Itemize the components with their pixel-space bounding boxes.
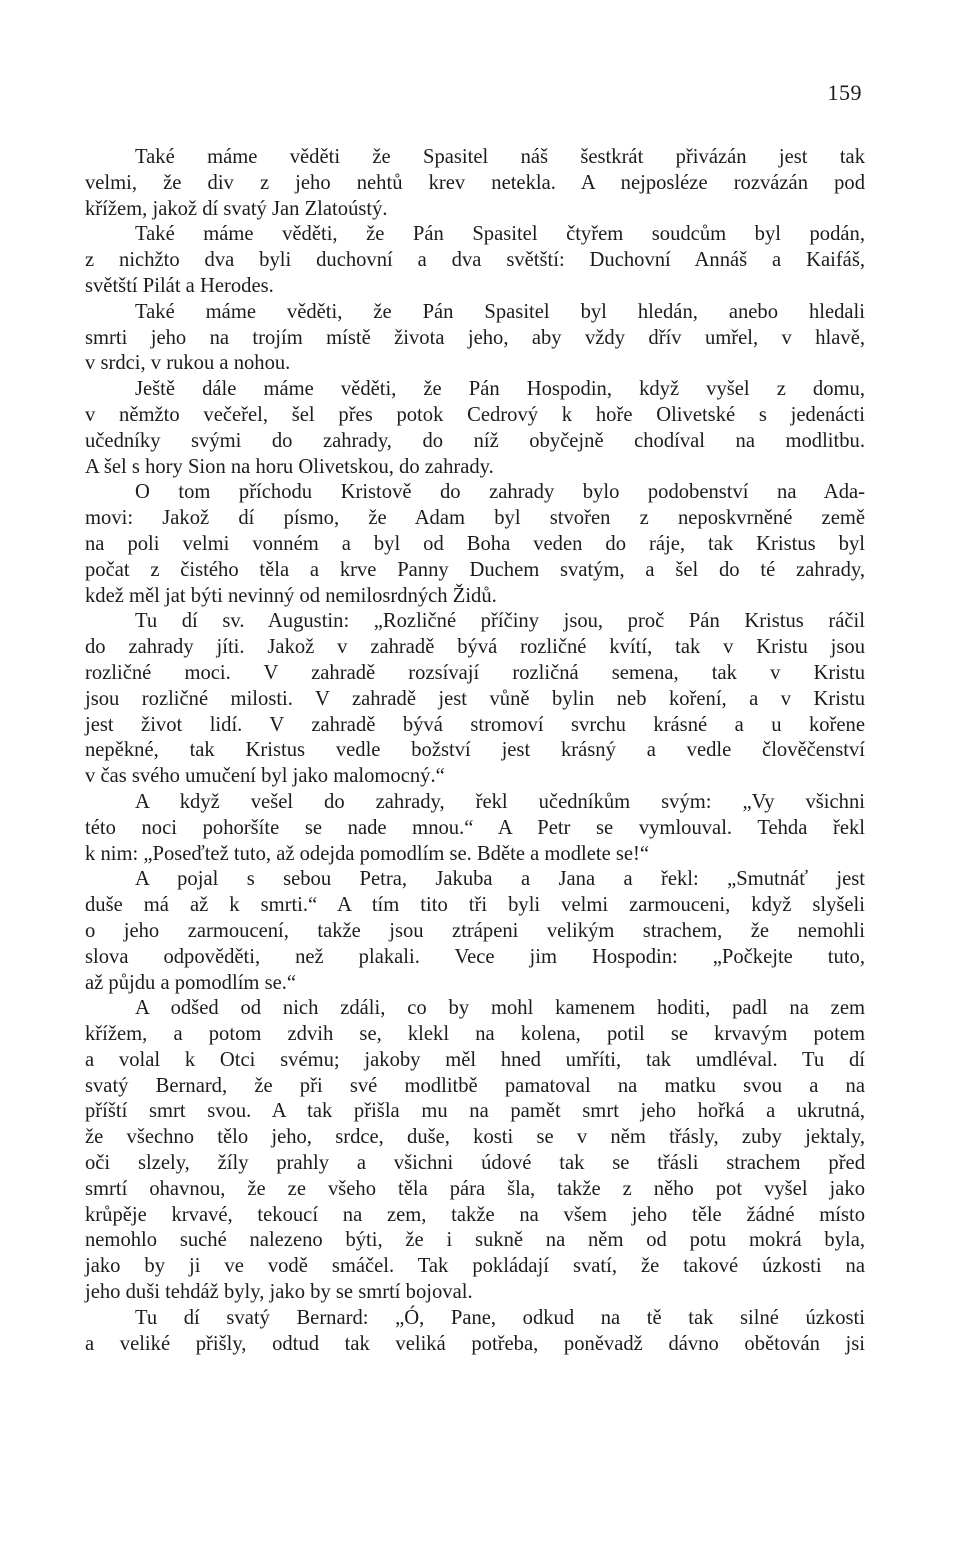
- text-line: Také máme věděti, že Pán Spasitel čtyřem soudcům byl podán,: [135, 223, 865, 246]
- text-line: této noci pohoršíte se nade mnou.“ A Petr se vymlouval. Tehda řekl: [85, 816, 865, 839]
- text-line: O tom příchodu Kristově do zahrady bylo podobenství na Ada-: [135, 481, 865, 504]
- text-line: svatý Bernard, že při své modlitbě pamatoval na matku svou a na: [85, 1074, 865, 1097]
- text-line: kdež měl jat býti nevinný od nemilosrdných Židů.: [85, 584, 497, 607]
- text-line: křížem, jakož dí svatý Jan Zlatoústý.: [85, 197, 388, 220]
- text-line: jeho duši tehdáž byly, jako by se smrtí bojoval.: [85, 1281, 473, 1304]
- text-line: na poli velmi vonném a byl od Boha veden do ráje, tak Kristus byl: [85, 532, 865, 555]
- text-line: počat z čistého těla a krve Panny Duchem svatým, a šel do té zahrady,: [85, 558, 865, 581]
- text-line: nemohlo suché nalezeno býti, že i sukně na něm od potu mokrá byla,: [85, 1229, 865, 1252]
- text-line: krůpěje krvavé, tekoucí na zem, takže na všem jeho těle žádné místo: [85, 1203, 865, 1226]
- text-line: učedníky svými do zahrady, do níž obyčejně chodíval na modlitbu.: [85, 429, 865, 452]
- text-line: nepěkné, tak Kristus vedle božství jest krásný a vedle člověčenství: [85, 739, 865, 762]
- text-line: křížem, a potom zdvih se, klekl na kolena, potil se krvavým potem: [85, 1023, 865, 1046]
- text-line: do zahrady jíti. Jakož v zahradě bývá rozličné kvítí, tak v Kristu jsou: [85, 636, 865, 659]
- text-line: z nichžto dva byli duchovní a dva světští: Duchovní Annáš a Kaifáš,: [85, 249, 865, 272]
- text-line: velmi, že div z jeho nehtů krev netekla. A nejposléze rozvázán pod: [85, 171, 865, 194]
- text-line: v čas svého umučení byl jako malomocný.“: [85, 765, 445, 788]
- text-line: Tu dí sv. Augustin: „Rozličné příčiny jsou, proč Pán Kristus ráčil: [135, 610, 865, 633]
- body-text: [85, 145, 865, 1357]
- text-line: a veliké přišly, odtud tak veliká potřeba, poněvadž dávno obětován jsi: [85, 1332, 865, 1355]
- text-line: Také máme věděti, že Pán Spasitel byl hledán, anebo hledali: [135, 300, 865, 323]
- text-line: jest život lidí. V zahradě bývá stromoví svrchu krásné a u kořene: [85, 713, 865, 736]
- text-line: movi: Jakož dí písmo, že Adam byl stvořen z neposkvrněné země: [85, 507, 865, 530]
- text-line: A šel s hory Sion na horu Olivetskou, do zahrady.: [85, 455, 494, 478]
- text-line: k nim: „Poseďtež tuto, až odejda pomodlím se. Bděte a modlete se!“: [85, 842, 650, 865]
- text-line: v němžto večeřel, šel přes potok Cedrový k hoře Olivetské s jedenácti: [85, 403, 865, 426]
- text-line: rozličné moci. V zahradě rozsívají rozličná semena, tak v Kristu: [85, 661, 865, 684]
- text-line: jsou rozličné milosti. V zahradě jest vůně bylin neb koření, a v Kristu: [85, 687, 865, 710]
- text-line: Tu dí svatý Bernard: „Ó, Pane, odkud na tě tak silné úzkosti: [135, 1306, 865, 1329]
- text-line: až půjdu a pomodlím se.“: [85, 971, 297, 994]
- text-line: jako by ji ve vodě smáčel. Tak pokládají svatí, že takové úzkosti na: [85, 1255, 865, 1278]
- text-line: A odšed od nich zdáli, co by mohl kamenem hoditi, padl na zem: [135, 997, 865, 1020]
- text-line: smrti jeho na trojím místě života jeho, aby vždy dřív umřel, v hlavě,: [85, 326, 865, 349]
- text-line: smrtí ohavnou, že ze všeho těla pára šla, takže z něho pot vyšel jako: [85, 1177, 865, 1200]
- text-line: duše má až k smrti.“ A tím tito tři byli velmi zarmouceni, když slyšeli: [85, 894, 865, 917]
- text-line: příští smrt svou. A tak přišla mu na pamět smrt jeho hořká a ukrutná,: [85, 1100, 865, 1123]
- page-number: 159: [827, 80, 862, 105]
- text-line: Také máme věděti že Spasitel náš šestkrát přivázán jest tak: [135, 146, 865, 168]
- text-line: světští Pilát a Herodes.: [85, 274, 274, 297]
- text-line: slova odpověděti, než plakali. Vece jim Hospodin: „Počkejte tuto,: [85, 945, 865, 968]
- text-line: a volal k Otci svému; jakoby měl hned umříti, tak umdléval. Tu dí: [85, 1048, 865, 1071]
- text-line: Ještě dále máme věděti, že Pán Hospodin, když vyšel z domu,: [135, 378, 865, 401]
- text-line: A pojal s sebou Petra, Jakuba a Jana a řekl: „Smutnáť jest: [135, 868, 865, 891]
- text-line: že všechno tělo jeho, srdce, duše, kosti se v něm třásly, zuby jektaly,: [85, 1126, 865, 1149]
- text-line: o jeho zarmoucení, takže jsou ztrápeni velikým strachem, že nemohli: [85, 919, 865, 942]
- text-line: oči slzely, žíly prahly a všichni údové tak se třásli strachem před: [85, 1152, 865, 1175]
- text-line: A když vešel do zahrady, řekl učedníkům svým: „Vy všichni: [135, 790, 865, 813]
- text-line: v srdci, v rukou a nohou.: [85, 352, 291, 375]
